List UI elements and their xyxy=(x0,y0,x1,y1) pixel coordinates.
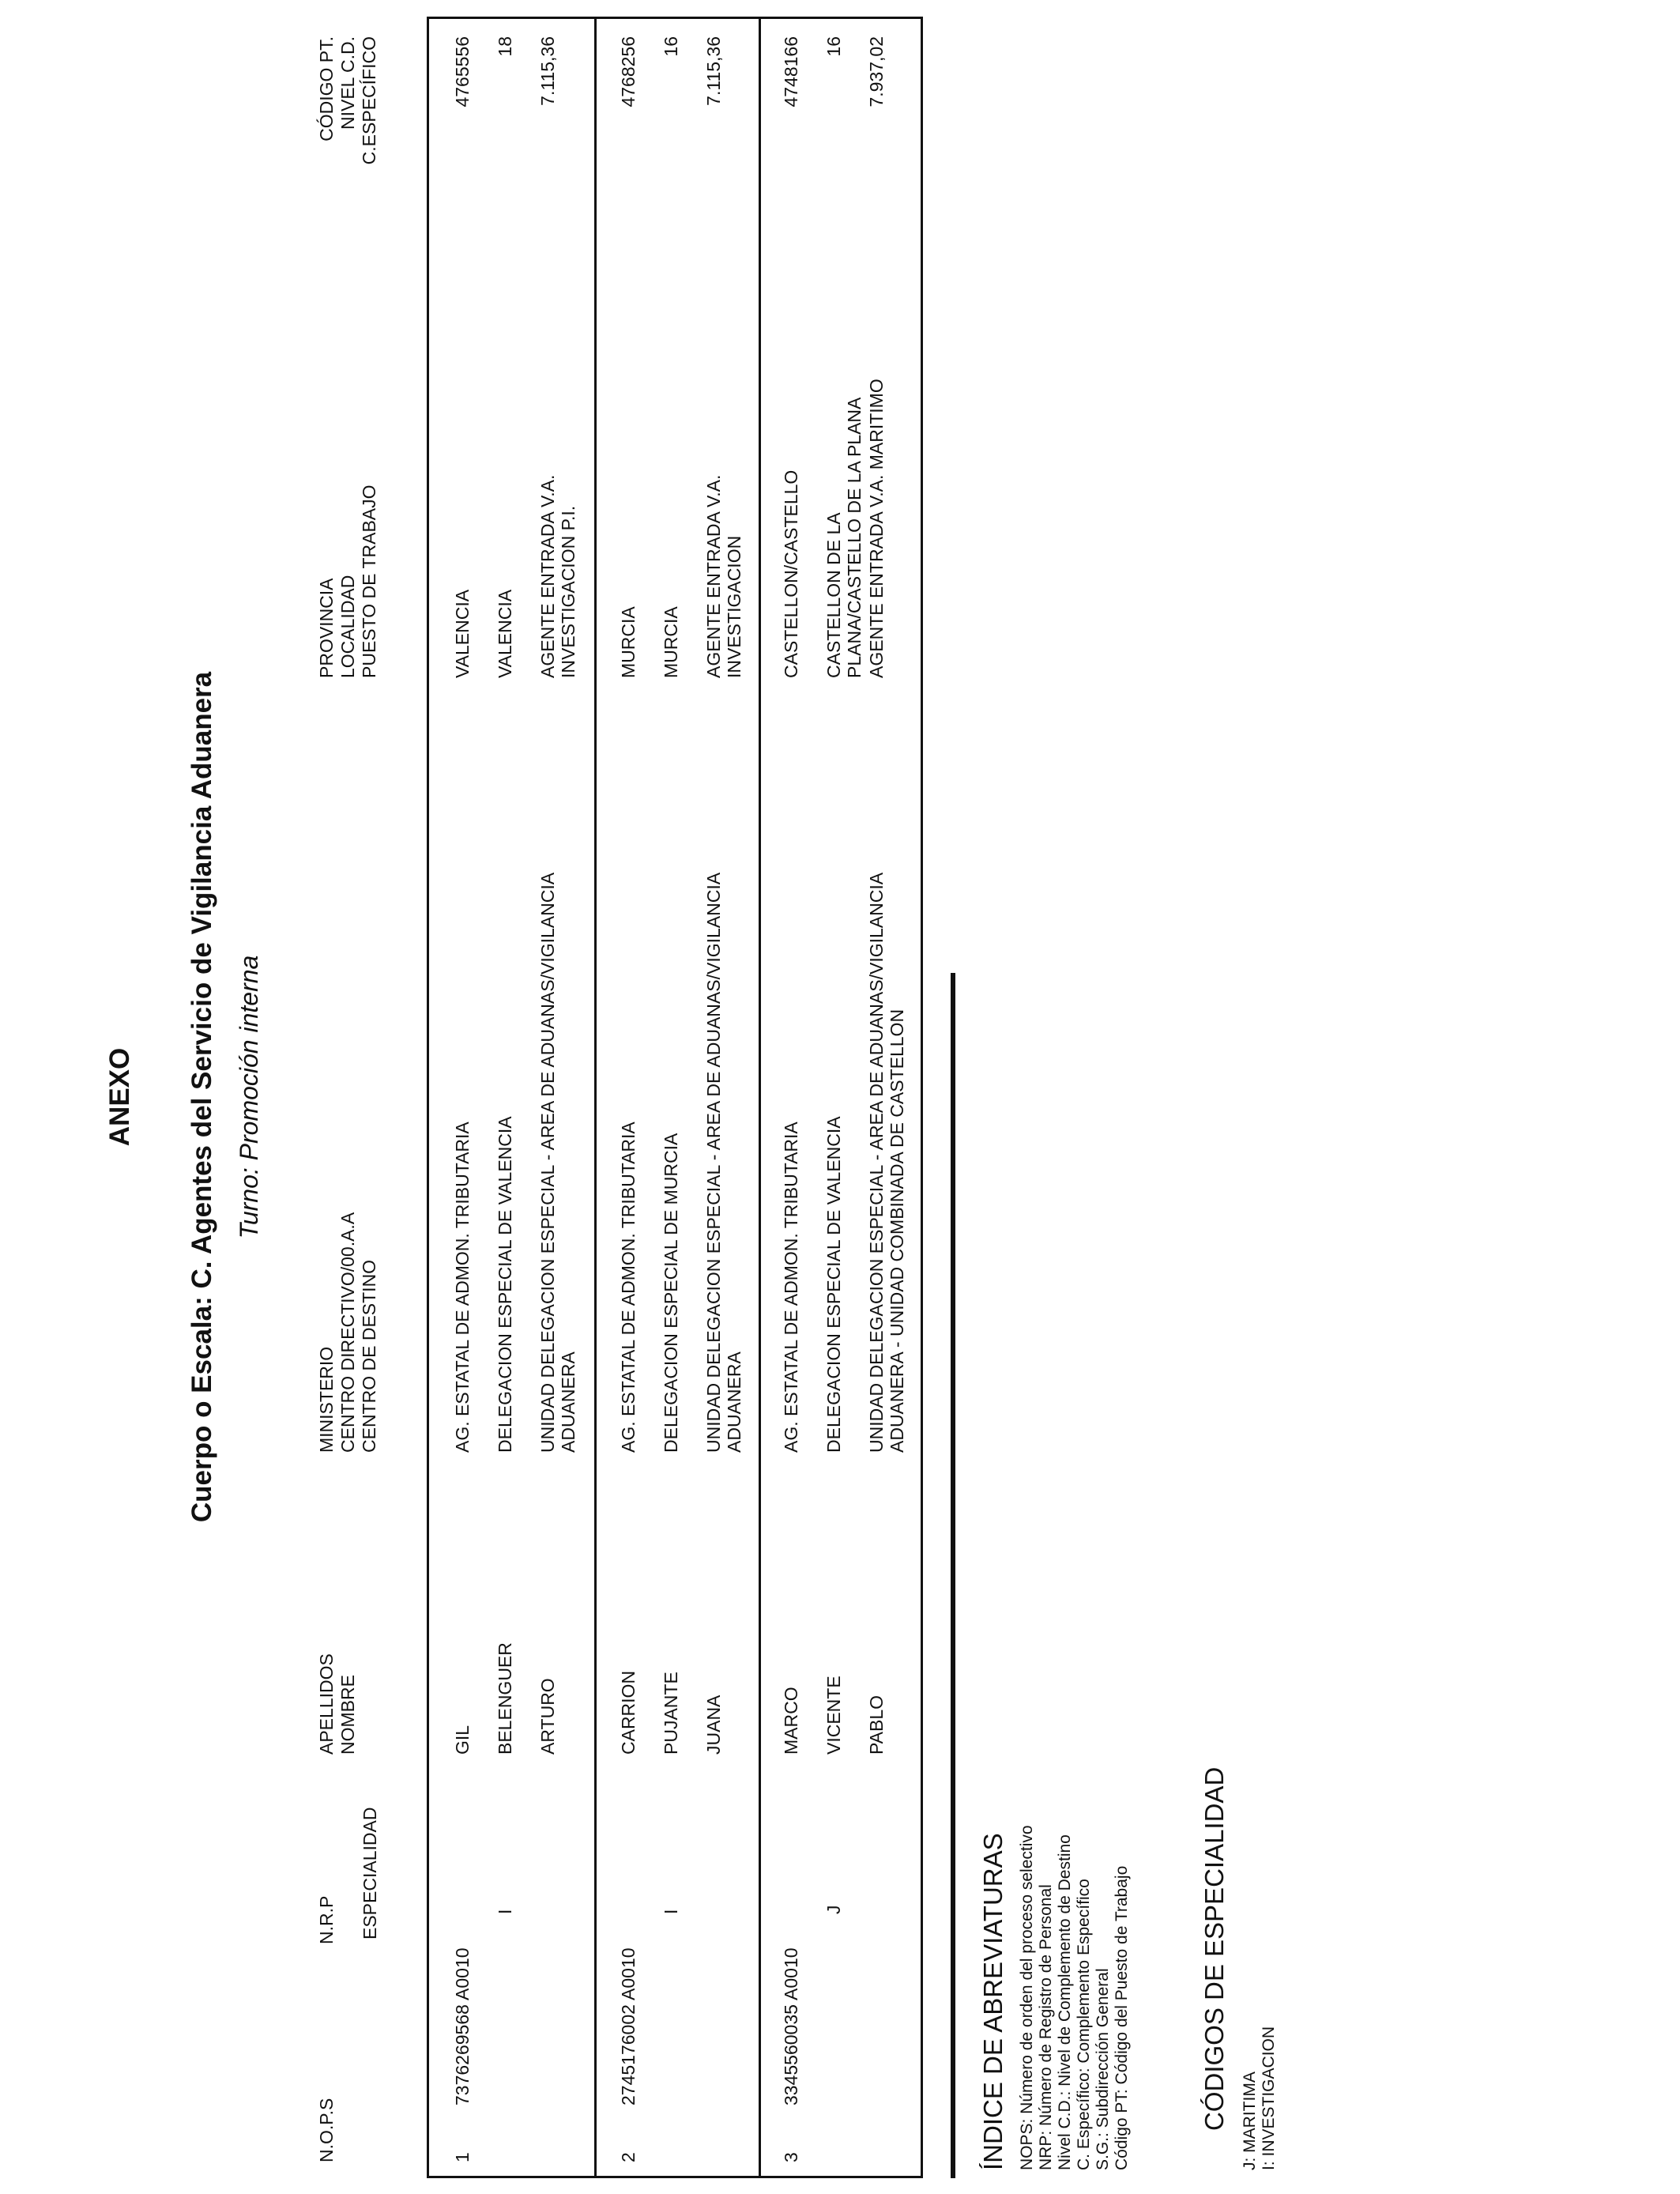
section-divider xyxy=(951,973,955,2178)
row-localidad-line1: CASTELLON DE LA xyxy=(823,512,844,678)
indice-list xyxy=(1018,1825,1132,2170)
header-puesto: PUESTO DE TRABAJO xyxy=(359,484,379,678)
row-centro-directivo: DELEGACION ESPECIAL DE VALENCIA xyxy=(823,1116,844,1453)
table-row xyxy=(618,2152,638,2162)
row-apellido2: BELENGUER xyxy=(495,1642,515,1755)
row-ministerio: AG. ESTATAL DE ADMON. TRIBUTARIA xyxy=(452,1122,473,1453)
row-nops: 3 xyxy=(781,2152,801,2162)
row-ministerio: AG. ESTATAL DE ADMON. TRIBUTARIA xyxy=(781,1122,801,1453)
header-ministerio: MINISTERIO xyxy=(316,1346,337,1453)
row-nops: 1 xyxy=(452,2152,473,2162)
row-puesto-line1: AGENTE ENTRADA V.A. MARITIMO xyxy=(866,379,887,678)
list-item: NOPS: Número de orden del proceso selectivo xyxy=(1018,1825,1036,2170)
row-centro-destino-line1: UNIDAD DELEGACION ESPECIAL - AREA DE ADUANAS/VIGILANCIA xyxy=(537,872,558,1453)
header-provincia-group xyxy=(316,484,380,678)
row-nombre: ARTURO xyxy=(537,1678,558,1755)
header-nombre: NOMBRE xyxy=(337,1675,358,1755)
list-item: Nivel C.D.: Nivel de Complemento de Destino xyxy=(1056,1834,1074,2170)
table-row xyxy=(452,2152,473,2162)
header-nrp: N.R.P xyxy=(316,1895,337,1944)
header-apellidos-nombre xyxy=(316,1653,359,1755)
row-apellido2: VICENTE xyxy=(823,1676,844,1755)
row-provincia: MURCIA xyxy=(618,606,638,678)
row-ministerio: AG. ESTATAL DE ADMON. TRIBUTARIA xyxy=(618,1122,638,1453)
row-centro-destino-line2: ADUANERA - UNIDAD COMBINADA DE CASTELLON xyxy=(887,1008,907,1453)
cuerpo-label: Cuerpo o Escala xyxy=(186,1305,217,1523)
data-table xyxy=(427,17,923,2178)
row-nombre: PABLO xyxy=(866,1695,887,1755)
header-nivel-cd: NIVEL C.D. xyxy=(337,36,358,130)
row-puesto-line2: INVESTIGACION xyxy=(724,535,744,678)
row-centro-destino xyxy=(703,873,744,1453)
cuerpo-escala xyxy=(186,0,218,2194)
turno-label: Turno: xyxy=(235,1167,263,1239)
header-centro-destino: CENTRO DE DESTINO xyxy=(359,1259,379,1453)
row-puesto-line1: AGENTE ENTRADA V.A. xyxy=(537,474,558,678)
row-c-especifico: 7.937,02 xyxy=(866,36,887,107)
row-apellido1: CARRION xyxy=(618,1670,638,1755)
list-item: J: MARITIMA xyxy=(1241,2071,1259,2170)
row-puesto xyxy=(703,475,744,678)
row-nrp: 7376269568 A0010 xyxy=(452,1947,473,2105)
row-separator xyxy=(759,17,761,2178)
row-centro-destino-line1: UNIDAD DELEGACION ESPECIAL - AREA DE ADUANAS/VIGILANCIA xyxy=(703,872,724,1453)
indice-title: ÍNDICE DE ABREVIATURAS xyxy=(978,1833,1008,2170)
row-codigo-pt: 4768256 xyxy=(618,36,638,107)
row-provincia: VALENCIA xyxy=(452,589,473,678)
row-localidad: MURCIA xyxy=(661,606,681,678)
row-localidad xyxy=(823,398,864,678)
row-especialidad: J xyxy=(823,1905,844,1914)
codigos-list xyxy=(1241,2026,1279,2170)
row-centro-destino xyxy=(537,873,578,1453)
row-puesto xyxy=(866,379,887,678)
row-apellido2: PUJANTE xyxy=(661,1672,681,1755)
row-puesto xyxy=(537,475,578,678)
header-codigo-group xyxy=(316,36,380,194)
header-codigo-pt: CÓDIGO PT. xyxy=(316,36,337,141)
row-centro-destino-line1: UNIDAD DELEGACION ESPECIAL - AREA DE ADUANAS/VIGILANCIA xyxy=(866,872,887,1453)
row-provincia: CASTELLON/CASTELLO xyxy=(781,469,801,678)
row-especialidad: I xyxy=(661,1909,681,1914)
turno-value: Promoción interna xyxy=(235,955,263,1161)
row-especialidad: I xyxy=(495,1909,515,1914)
row-puesto-line2: INVESTIGACION P.I. xyxy=(558,505,578,678)
turno xyxy=(235,0,264,2194)
row-puesto-line1: AGENTE ENTRADA V.A. xyxy=(703,474,724,678)
cuerpo-value: : C. Agentes del Servicio de Vigilancia Aduanera xyxy=(186,671,217,1306)
header-apellidos: APELLIDOS xyxy=(316,1653,337,1755)
list-item: C. Específico: Complemento Específico xyxy=(1075,1879,1093,2170)
header-centro-directivo: CENTRO DIRECTIVO/00.A.A xyxy=(337,1212,358,1453)
list-item: NRP: Número de Registro de Personal xyxy=(1037,1884,1055,2170)
row-separator xyxy=(594,17,597,2178)
row-nivel-cd: 16 xyxy=(661,36,681,57)
row-c-especifico: 7.115,36 xyxy=(537,36,558,106)
row-centro-destino xyxy=(866,873,907,1453)
row-nrp: 2745176002 A0010 xyxy=(618,1947,638,2105)
list-item: Código PT: Código del Puesto de Trabajo xyxy=(1113,1865,1131,2170)
header-provincia: PROVINCIA xyxy=(316,578,337,678)
row-nivel-cd: 18 xyxy=(495,36,515,57)
row-centro-destino-line2: ADUANERA xyxy=(558,1351,578,1453)
header-ministerio-group xyxy=(316,1212,380,1453)
row-nops: 2 xyxy=(618,2152,638,2162)
row-nivel-cd: 16 xyxy=(823,36,844,57)
table-row xyxy=(781,2152,801,2162)
header-nops: N.O.P.S xyxy=(316,2098,337,2162)
row-localidad: VALENCIA xyxy=(495,589,515,678)
row-c-especifico: 7.115,36 xyxy=(703,36,724,106)
codigos-title: CÓDIGOS DE ESPECIALIDAD xyxy=(1200,1766,1229,2131)
header-especialidad: ESPECIALIDAD xyxy=(360,1807,380,1940)
row-centro-directivo: DELEGACION ESPECIAL DE MURCIA xyxy=(661,1133,681,1453)
row-nrp: 3345560035 A0010 xyxy=(781,1947,801,2105)
row-codigo-pt: 4765556 xyxy=(452,36,473,107)
row-localidad-line2: PLANA/CASTELLO DE LA PLANA xyxy=(844,397,864,678)
row-codigo-pt: 4748166 xyxy=(781,36,801,107)
header-localidad: LOCALIDAD xyxy=(337,575,358,678)
list-item: S.G.: Subdirección General xyxy=(1094,1968,1112,2170)
list-item: I: INVESTIGACION xyxy=(1260,2026,1278,2170)
row-centro-destino-line2: ADUANERA xyxy=(724,1351,744,1453)
row-apellido1: MARCO xyxy=(781,1687,801,1755)
document-title: ANEXO xyxy=(104,1047,135,1147)
row-centro-directivo: DELEGACION ESPECIAL DE VALENCIA xyxy=(495,1116,515,1453)
header-c-especifico: C.ESPECÍFICO xyxy=(359,36,379,165)
row-apellido1: GIL xyxy=(452,1725,473,1755)
row-nombre: JUANA xyxy=(703,1695,724,1755)
